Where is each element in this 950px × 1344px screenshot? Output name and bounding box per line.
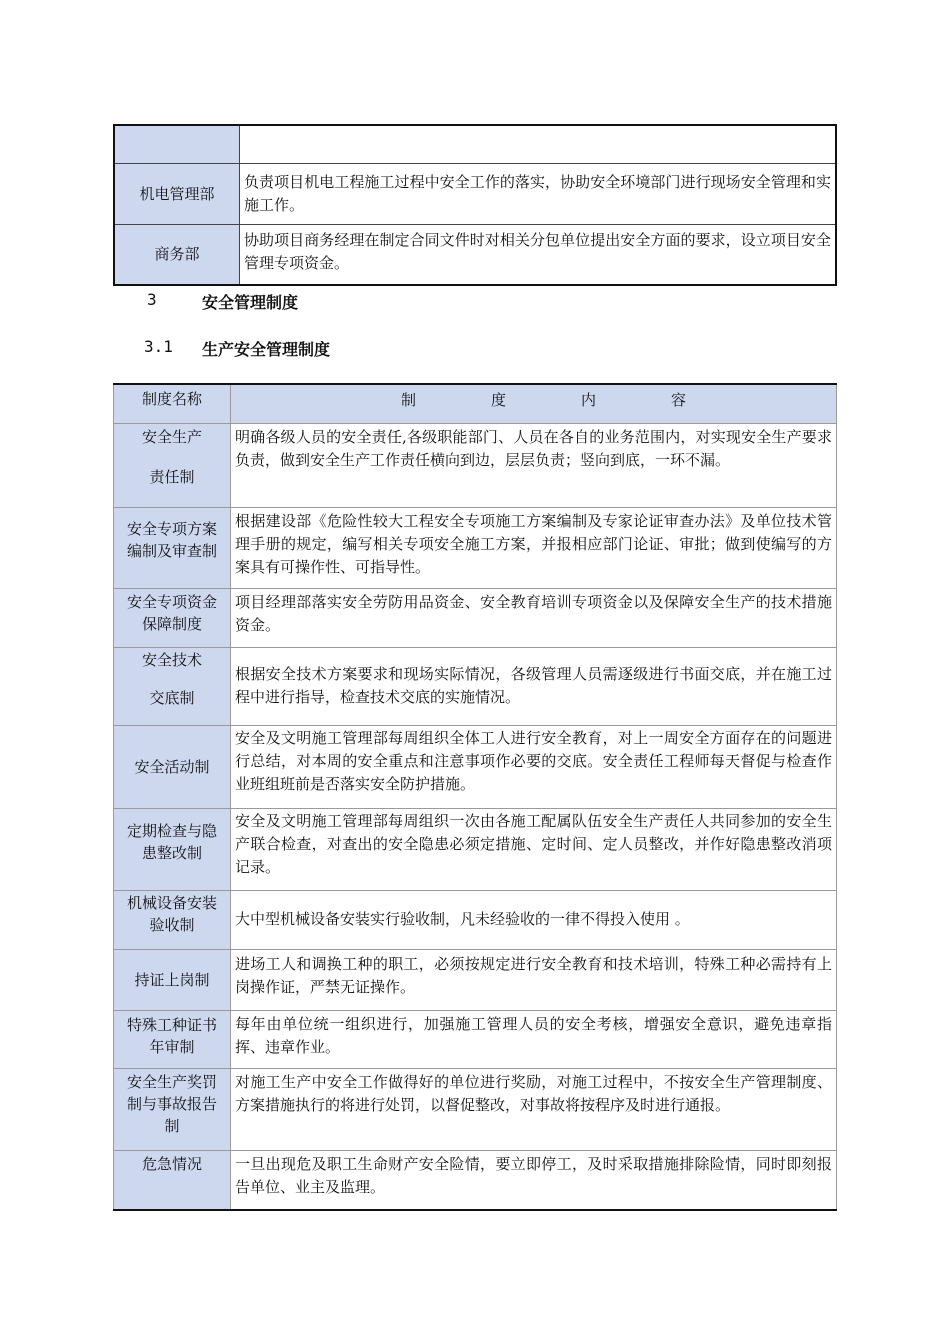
system-name-cell [114,1068,231,1150]
system-content-cell: 大中型机械设备安装实行验收制，凡未经验收的一律不得投入使用 。 [231,890,837,949]
system-name-line: 安全专项方案 [126,519,217,538]
system-name-line: 年审制 [149,1037,195,1056]
system-content-cell: 明确各级人员的安全责任,各级职能部门、人员在各自的业务范围内，对实现安全生产要求负责，做到安全生产工作责任横向到边，层层负责；竖向到底，一环不漏。 [231,423,837,507]
table-header-row [114,384,837,423]
system-name-cell [114,725,231,808]
system-name-line: 验收制 [149,915,195,934]
table-row [114,423,837,507]
system-name-line: 安全技术 [141,650,202,669]
header-char: 容 [670,391,686,409]
subsection-title: 生产安全管理制度 [202,340,331,359]
header-char: 度 [490,391,506,409]
system-name-cell [114,647,231,725]
system-name-line: 定期检查与隐 [126,821,217,840]
header-char: 制 [401,391,417,409]
table-row [114,163,836,224]
header-content-cell [231,384,837,423]
system-name-line: 制 [164,1116,180,1135]
table-row [114,125,836,163]
system-name-line: 编制及审查制 [126,541,217,560]
system-name-cell [114,949,231,1010]
system-content-cell: 项目经理部落实安全劳防用品资金、安全教育培训专项资金以及保障安全生产的技术措施资金。 [231,588,837,647]
system-name-line: 特殊工种证书 [126,1015,217,1034]
system-content-cell: 对施工生产中安全工作做得好的单位进行奖励，对施工过程中，不按安全生产管理制度、方案措施执行的将进行处罚，以督促整改，对事故将按程序及时进行通报。 [231,1068,837,1150]
system-name-cell [114,808,231,890]
system-name-line: 安全活动制 [134,757,210,776]
header-char: 内 [580,391,596,409]
table-row [114,507,837,588]
table-row [114,725,837,808]
system-content-cell: 每年由单位统一组织进行，加强施工管理人员的安全考核，增强安全意识，避免违章指挥、违章作业。 [231,1010,837,1068]
safety-system-table [113,383,837,1211]
table-row [114,949,837,1010]
duty-cell [240,125,837,163]
system-name-line: 责任制 [149,467,195,486]
table-row [114,224,836,285]
duty-cell: 协助项目商务经理在制定合同文件时对相关分包单位提出安全方面的要求，设立项目安全管理专项资金。 [240,224,837,285]
system-name-line: 制与事故报告 [126,1094,217,1113]
system-name-line: 机械设备安装 [126,893,217,912]
system-name-line: 安全生产 [141,427,202,446]
table-row [114,890,837,949]
subsection-number: 3.1 [144,337,173,356]
system-content-cell: 一旦出现危及职工生命财产安全险情，要立即停工，及时采取措施排除险情，同时即刻报告单位、业主及监理。 [231,1150,837,1210]
table-row [114,808,837,890]
system-content-cell: 安全及文明施工管理部每周组织一次由各施工配属队伍安全生产责任人共同参加的安全生产联合检查，对查出的安全隐患必须定措施、定时间、定人员整改，并作好隐患整改消项记录。 [231,808,837,890]
department-table [113,124,837,286]
system-content-cell: 根据安全技术方案要求和现场实际情况，各级管理人员需逐级进行书面交底，并在施工过程中进行指导，检查技术交底的实施情况。 [231,647,837,725]
system-name-cell [114,507,231,588]
section-title: 安全管理制度 [202,293,299,312]
table-row [114,1068,837,1150]
system-name-line: 危急情况 [141,1154,202,1173]
system-name-line: 交底制 [149,688,195,707]
header-name-cell: 制度名称 [114,384,231,423]
system-name-line: 安全生产奖罚 [126,1072,217,1091]
system-name-cell [114,588,231,647]
department-cell [114,125,240,163]
system-content-cell: 根据建设部《危险性较大工程安全专项施工方案编制及专家论证审查办法》及单位技术管理手册的规定，编写相关专项安全施工方案，并报相应部门论证、审批；做到使编写的方案具有可操作性、可指导性。 [231,507,837,588]
system-name-cell [114,423,231,507]
system-name-line: 安全专项资金 [126,592,217,611]
table-row [114,1150,837,1210]
system-name-line: 保障制度 [141,614,202,633]
system-name-cell [114,1010,231,1068]
system-name-cell [114,890,231,949]
table-row [114,647,837,725]
table-row [114,1010,837,1068]
system-content-cell: 安全及文明施工管理部每周组织全体工人进行安全教育，对上一周安全方面存在的问题进行总结，对本周的安全重点和注意事项作必要的交底。安全责任工程师每天督促与检查作业班组班前是否落实安全防护措施。 [231,725,837,808]
section-number: 3 [147,290,157,309]
system-name-line: 持证上岗制 [134,970,210,989]
system-content-cell: 进场工人和调换工种的职工，必须按规定进行安全教育和技术培训，特殊工种必需持有上岗操作证，严禁无证操作。 [231,949,837,1010]
system-name-cell [114,1150,231,1210]
department-cell: 机电管理部 [114,163,240,224]
table-row [114,588,837,647]
duty-cell: 负责项目机电工程施工过程中安全工作的落实，协助安全环境部门进行现场安全管理和实施工作。 [240,163,837,224]
system-name-line: 患整改制 [141,843,202,862]
department-cell: 商务部 [114,224,240,285]
